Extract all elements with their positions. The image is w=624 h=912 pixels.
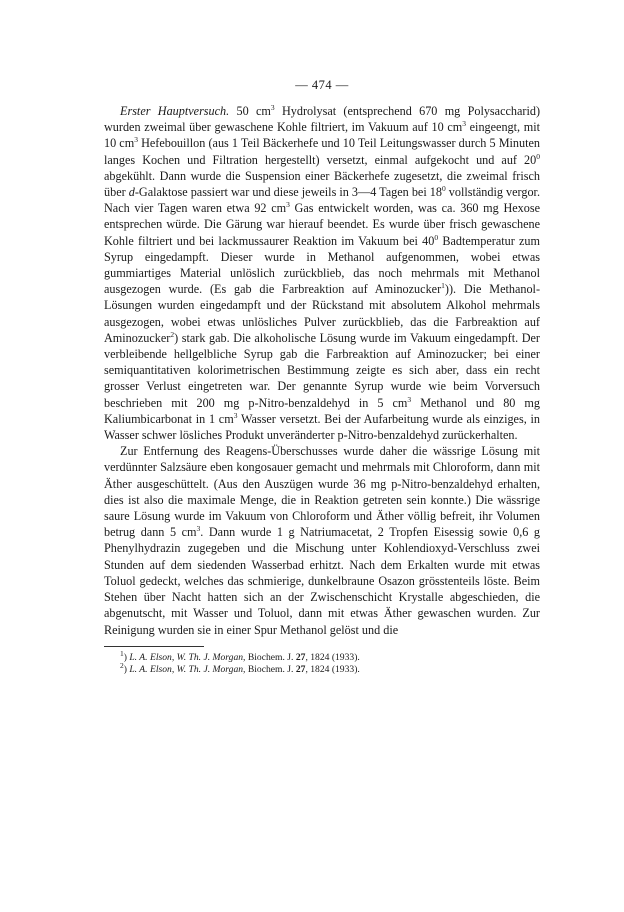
footnote-ref: 2	[170, 329, 175, 339]
superscript: 3	[286, 200, 290, 210]
italic-prefix: d	[128, 185, 135, 200]
text-run: ) stark gab. Die alkoholische Lösung wurde im Vakuum eingedampft. Der verbleibende hellgelbliche Syrup gab die Farbreaktion auf Aminozucker; bei einer semiquantitativen kolorimetrischen Bestimmung zeigte es sich aber, dass ein recht grosser Verlust eingetreten war. Der genannte Syrup wurde wie beim Vorversuch beschrieben mit 200 mg p-Nitro-benzaldehyd in 5 cm	[104, 330, 540, 410]
text-run: )	[123, 651, 130, 663]
text-run: vollständig vergor. Nach vier Tagen waren etwa 92 cm	[104, 185, 540, 216]
superscript: 0	[536, 151, 540, 161]
paragraph-erster-hauptversuch	[104, 103, 540, 443]
superscript: 3	[196, 524, 201, 534]
page	[104, 78, 540, 677]
superscript: 3	[462, 119, 466, 129]
footnote-pages-year: , 1824 (1933).	[305, 651, 360, 663]
footnote-journal: Biochem. J.	[245, 664, 296, 676]
superscript: 3	[233, 410, 238, 420]
text-run: Hefebouillon (aus 1 Teil Bäckerhefe und 10 Teil Leitungswasser durch 5 Minuten langes Kochen und Filtration hergestellt) versetzt, einmal aufgekocht und auf 20	[104, 136, 541, 167]
run-in-heading: Erster Hauptversuch.	[120, 104, 230, 118]
text-run: Gas entwickelt worden, was ca. 360 mg Hexose entsprechen würde. Die Gärung war hierauf beendet. Es wurde über frisch gewaschene Kohle filtriert und bei lackmussaurer Reaktion im Vakuum bei 40	[104, 201, 540, 248]
text-run: Badtemperatur zum Syrup eingedampft. Dieser wurde in Methanol aufgenommen, wobei etwas gummiartiges Material unlöslich zurückblieb, das noch mehrmals mit Methanol ausgezogen wurde. (Es gab die Farbreaktion auf Aminozucker	[104, 233, 541, 297]
footnote-2	[104, 661, 540, 677]
footnote-ref: 1	[441, 281, 445, 291]
text-run: )). Die Methanol-Lösungen wurden eingedampft und der Rückstand mit absolutem Alkohol mehrmals ausgezogen, wobei etwas unlösliches Pulver zurückblieb, das die Farbreaktion auf Aminozucker	[104, 282, 541, 345]
superscript: 3	[407, 394, 412, 404]
superscript: 3	[134, 135, 138, 145]
footnote-separator	[104, 646, 204, 647]
footnote-mark: 1	[120, 648, 124, 658]
text-run: -Galaktose passiert war und diese jeweils in 3—4 Tagen bei 18	[134, 185, 442, 200]
superscript: 0	[434, 232, 439, 242]
footnote-pages-year: , 1824 (1933).	[305, 664, 360, 676]
footnote-1	[104, 648, 540, 665]
superscript: 0	[441, 183, 446, 193]
text-run: Hydrolysat (entsprechend 670 mg Polysaccharid) wurden zweimal über gewaschene Kohle filtriert, im Vakuum auf 10 cm	[104, 104, 540, 135]
text-run: Methanol und 80 mg Kaliumbicarbonat in 1 cm	[104, 395, 540, 426]
text-run: Wasser versetzt. Bei der Aufarbeitung wurde als einziges, in Wasser schwer lösliches Produkt unveränderter p-Nitro-benzaldehyd zurückerhalten.	[104, 411, 540, 443]
text-run: . Dann wurde 1 g Natriumacetat, 2 Tropfen Eisessig sowie 0,6 g Phenylhydrazin zugegeben und die Mischung unter Kohlendioxyd-Verschluss zwei Stunden auf dem siedenden Wasserbad erhitzt. Nach dem Erkalten wurde mit etwas Toluol gedeckt, welches das schmierige, dunkelbraune Osazon grösstenteils löste. Beim Stehen über Nacht hatten sich an der Zwischenschicht Krystalle abgeschieden, die abgenutscht, mit Wasser und Toluol, dann mit etwas Äther gewaschen wurden. Zur Reinigung wurden sie in einer Spur Methanol gelöst und die	[104, 525, 540, 637]
text-run: )	[123, 664, 130, 676]
footnote-volume: 27	[295, 651, 306, 663]
text-run: eingeengt, mit 10 cm	[104, 120, 540, 151]
footnote-mark: 2	[120, 661, 124, 671]
paragraph-reagens-entfernung	[104, 443, 540, 637]
footnote-volume: 27	[295, 664, 306, 676]
text-run: 50 cm	[229, 104, 271, 118]
superscript: 3	[270, 102, 275, 112]
footnote-journal: Biochem. J.	[245, 651, 296, 663]
text-run: Zur Entfernung des Reagens-Überschusses wurde daher die wässrige Lösung mit verdünnter Salzsäure eben kongosauer gemacht und mehrmals mit Chloroform, dann mit Äther ausgeschüttelt. (Aus den Auszügen wurde 36 mg p-Nitro-benzaldehyd erhalten, dies ist also die maximale Menge, die in Reaktion getreten sein konnte.) Die wässrige saure Lösung wurde im Vakuum von Chloroform und Äther völlig befreit, ihr Volumen betrug dann 5 cm	[104, 444, 540, 540]
footnote-authors: L. A. Elson, W. Th. J. Morgan,	[129, 664, 246, 676]
footnote-authors: L. A. Elson, W. Th. J. Morgan,	[129, 651, 246, 663]
page-number: — 474 —	[295, 78, 349, 92]
text-run: abgekühlt. Dann wurde die Suspension einer Bäckerhefe zugesetzt, die zweimal frisch über	[104, 168, 540, 200]
